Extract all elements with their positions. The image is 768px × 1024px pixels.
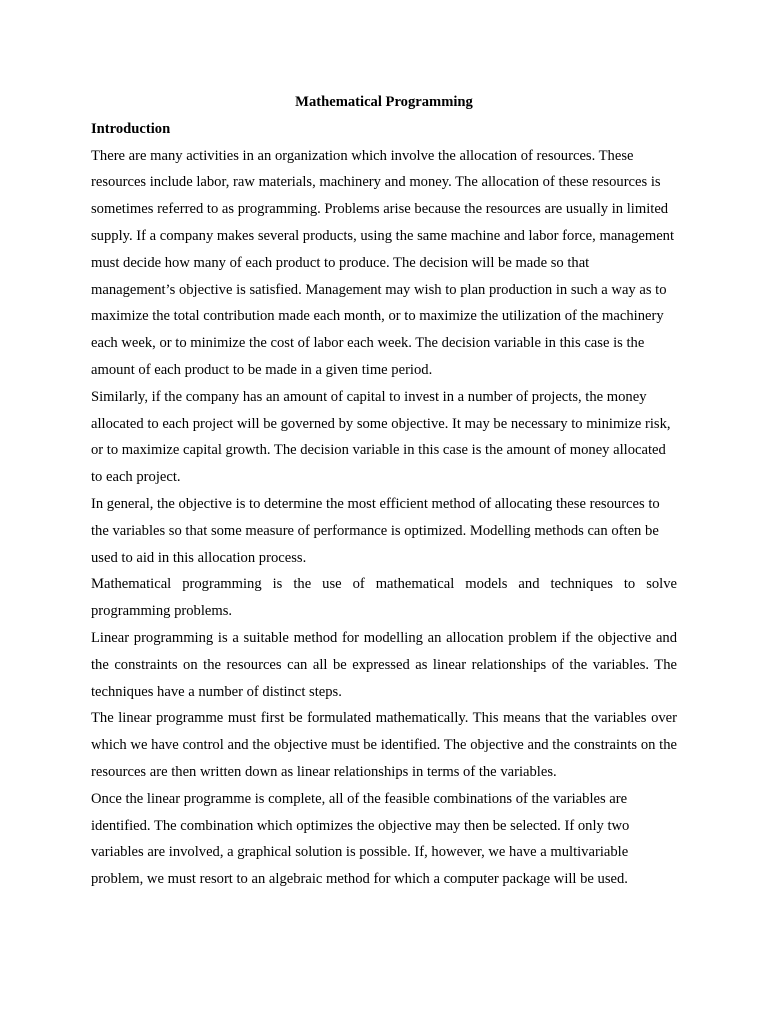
paragraph: [91, 143, 677, 384]
paragraph-line: variables are involved, a graphical solution is possible. If, however, we have a multivariable: [91, 844, 629, 861]
paragraph: [91, 786, 677, 893]
paragraph-line: In general, the objective is to determine the most efficient method of allocating these resources: [91, 495, 645, 512]
paragraph-line: risk, or to maximize capital growth. The decision variable in this case is the amount of money: [91, 415, 671, 459]
paragraph: [91, 571, 677, 625]
paragraph-line: The techniques have a number of distinct steps.: [91, 656, 677, 700]
paragraph-line: programming problems.: [91, 603, 233, 620]
paragraph-line: allocated to each project.: [91, 442, 666, 486]
paragraph-line: and the constraints on the resources can all be expressed as linear relationships of the variables.: [91, 629, 678, 673]
paragraph-line: limited supply. If a company makes several products, using the same machine and labor force,: [91, 201, 669, 244]
paragraph-line: The linear programme must first be formulated mathematically. This means that the variables: [91, 710, 647, 727]
paragraph-line: Mathematical programming is the use of mathematical models and techniques to solve: [91, 576, 677, 593]
paragraph-line: Linear programming is a suitable method for modelling an allocation problem if the objective: [91, 629, 652, 646]
document-page: [91, 89, 677, 893]
paragraph: [91, 625, 677, 705]
paragraph-line: be used to aid in this allocation process.: [91, 522, 659, 566]
paragraph-line: constraints on the resources are then written down as linear relationships in terms of the: [91, 737, 677, 780]
section-heading: Introduction: [91, 120, 171, 137]
body-text: [91, 143, 677, 893]
paragraph-line: machinery each week, or to minimize the cost of labor each week. The decision variable in this: [91, 308, 664, 352]
paragraph-line: Once the linear programme is complete, all of the feasible combinations of the variables are: [91, 790, 628, 807]
paragraph-line: problem, we must resort to an algebraic method for which a computer package will be used.: [91, 871, 628, 888]
paragraph: [91, 491, 677, 571]
paragraph-line: management must decide how many of each product to produce. The decision will be made so: [91, 227, 675, 271]
paragraph-line: allocated to each project will be governed by some objective. It may be necessary to minimize: [91, 415, 642, 432]
paragraph-line: is sometimes referred to as programming. Problems arise because the resources are usually in: [91, 174, 661, 218]
paragraph-line: identified. The combination which optimizes the objective may then be selected. If only two: [91, 817, 630, 834]
paragraph-line: that management’s objective is satisfied. Management may wish to plan production in such a: [91, 254, 608, 298]
paragraph-line: over which we have control and the objective must be identified. The objective and the: [91, 710, 677, 754]
paragraph-line: variables.: [500, 763, 557, 780]
paragraph-line: to the variables so that some measure of performance is optimized. Modelling methods can often: [91, 495, 660, 539]
paragraph-line: There are many activities in an organization which involve the allocation of resources. These: [91, 147, 634, 164]
paragraph-line: Similarly, if the company has an amount of capital to invest in a number of projects, the money: [91, 388, 647, 405]
paragraph: [91, 705, 677, 785]
paragraph-line: case is the amount of each product to be made in a given time period.: [91, 335, 645, 378]
document-title: Mathematical Programming: [295, 94, 473, 110]
paragraph-line: way as to maximize the total contribution made each month, or to maximize the utilization of the: [91, 281, 667, 325]
paragraph: [91, 384, 677, 491]
paragraph-line: resources include labor, raw materials, machinery and money. The allocation of these resources: [91, 174, 648, 191]
